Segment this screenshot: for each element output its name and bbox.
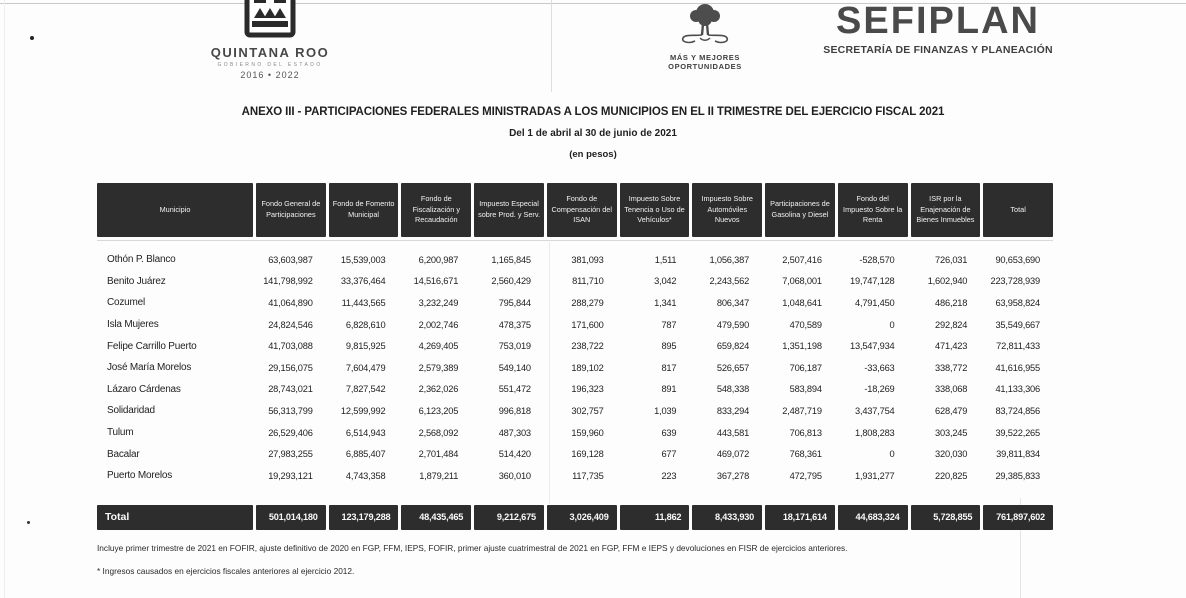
value-cell: 320,030 — [935, 449, 968, 460]
value-cell: 220,825 — [935, 470, 968, 481]
value-cell: 2,507,416 — [782, 254, 822, 265]
value-cell: 72,811,433 — [996, 341, 1040, 352]
value-cell: 196,323 — [571, 384, 604, 395]
total-value-cell: 501,014,180 — [256, 505, 326, 530]
value-cell: 677 — [661, 449, 677, 460]
value-cell: 526,657 — [716, 362, 750, 373]
column-header: Total — [983, 183, 1053, 237]
scan-speck-bottom — [27, 521, 30, 524]
value-cell: 302,757 — [571, 405, 604, 416]
total-value-cell: 18,171,614 — [765, 505, 835, 530]
table-body — [97, 249, 1053, 487]
value-cell: 6,514,943 — [345, 427, 386, 438]
footnote-adjustments: Incluye primer trimestre de 2021 en FOFIR, ajuste definitivo de 2020 en FGP, FFM, IEPS, FOFIR, primer ajuste cuatrimestral de 2021 en FGP, FFM e IEPS y devoluciones en FISR de ejercicios anteriores. — [97, 543, 848, 553]
sefiplan-wordmark — [768, 2, 1108, 56]
value-cell: 19,747,128 — [850, 276, 895, 287]
value-cell: 338,772 — [935, 362, 968, 373]
participations-table — [97, 183, 1053, 530]
value-cell: 159,960 — [571, 427, 604, 438]
total-value-cell: 5,728,855 — [911, 505, 981, 530]
column-header: Fondo del Impuesto Sobre la Renta — [838, 183, 908, 237]
value-cell: 470,589 — [789, 319, 822, 330]
municipality-cell: Bacalar — [107, 448, 140, 460]
municipality-cell: Isla Mujeres — [107, 319, 159, 331]
value-cell: 787 — [661, 319, 677, 330]
table-row — [97, 249, 1053, 271]
value-cell: 4,791,450 — [854, 297, 895, 308]
value-cell: 367,278 — [716, 470, 750, 481]
value-cell: 478,375 — [498, 319, 531, 330]
value-cell: 471,423 — [935, 341, 968, 352]
value-cell: 189,102 — [571, 362, 604, 373]
value-cell: 0 — [889, 449, 895, 460]
footnote-asterisk: * Ingresos causados en ejercicios fiscales anteriores al ejercicio 2012. — [97, 566, 355, 576]
value-cell: 2,487,719 — [782, 405, 822, 416]
scan-left-edge-line — [4, 0, 5, 598]
value-cell: 6,123,205 — [418, 405, 459, 416]
value-cell: 14,516,671 — [413, 276, 459, 287]
table-row — [97, 314, 1053, 336]
value-cell: 549,140 — [498, 362, 531, 373]
value-cell: 1,879,211 — [419, 470, 459, 481]
value-cell: 41,133,306 — [995, 384, 1040, 395]
municipality-cell: Othón P. Blanco — [107, 254, 176, 266]
value-cell: 39,811,834 — [996, 449, 1040, 460]
scan-speck-top — [30, 36, 34, 40]
value-cell: 1,341 — [654, 297, 677, 308]
value-cell: 63,603,987 — [268, 254, 313, 265]
value-cell: 1,931,277 — [854, 470, 895, 481]
value-cell: 292,824 — [935, 319, 968, 330]
value-cell: 27,983,255 — [268, 449, 313, 460]
value-cell: 9,815,925 — [345, 341, 386, 352]
table-row — [97, 335, 1053, 357]
value-cell: 795,844 — [498, 297, 531, 308]
value-cell: 472,795 — [789, 470, 822, 481]
value-cell: 551,472 — [498, 384, 531, 395]
value-cell: 41,064,890 — [268, 297, 313, 308]
header-divider-line — [97, 240, 1053, 241]
value-cell: 360,010 — [498, 470, 531, 481]
column-header: Fondo de Compensación del ISAN — [547, 183, 617, 237]
value-cell: 768,361 — [789, 449, 822, 460]
value-cell: 338,068 — [935, 384, 968, 395]
value-cell: 6,200,987 — [418, 254, 459, 265]
value-cell: 1,056,387 — [709, 254, 750, 265]
value-cell: 0 — [889, 319, 895, 330]
table-header-row — [97, 183, 1053, 237]
tree-icon — [676, 2, 734, 48]
value-cell: 726,031 — [935, 254, 968, 265]
table-row — [97, 357, 1053, 379]
column-header: Fondo de Fomento Municipal — [329, 183, 399, 237]
total-value-cell: 761,897,602 — [983, 505, 1053, 530]
table-row — [97, 379, 1053, 401]
value-cell: 443,581 — [716, 427, 750, 438]
value-cell: 35,549,667 — [995, 319, 1040, 330]
table-row — [97, 400, 1053, 422]
value-cell: 2,362,026 — [418, 384, 459, 395]
value-cell: 583,894 — [789, 384, 822, 395]
value-cell: 486,218 — [935, 297, 968, 308]
value-cell: 2,579,389 — [418, 362, 459, 373]
value-cell: 1,039 — [654, 405, 677, 416]
value-cell: 1,511 — [654, 254, 677, 265]
value-cell: 479,590 — [716, 319, 750, 330]
program-logo-line2: OPORTUNIDADES — [668, 62, 742, 72]
total-value-cell: 11,862 — [620, 505, 690, 530]
value-cell: 303,245 — [935, 427, 968, 438]
value-cell: 141,798,992 — [263, 276, 313, 287]
table-row — [97, 271, 1053, 293]
value-cell: 833,294 — [716, 405, 750, 416]
value-cell: 12,599,992 — [340, 405, 386, 416]
table-row — [97, 465, 1053, 487]
value-cell: 7,827,542 — [345, 384, 386, 395]
value-cell: 659,824 — [716, 341, 750, 352]
value-cell: 117,735 — [572, 470, 604, 481]
document-title: ANEXO III - PARTICIPACIONES FEDERALES MINISTRADAS A LOS MUNICIPIOS EN EL II TRIMESTRE DEL EJERCICIO FISCAL 2021 — [241, 106, 945, 118]
value-cell: 2,002,746 — [418, 319, 459, 330]
municipality-cell: Puerto Morelos — [107, 470, 173, 482]
state-logo-subtitle: GOBIERNO DEL ESTADO — [217, 62, 323, 68]
value-cell: 7,604,479 — [345, 362, 386, 373]
value-cell: 90,653,690 — [995, 254, 1040, 265]
value-cell: 469,072 — [716, 449, 750, 460]
value-cell: 4,269,405 — [418, 341, 459, 352]
value-cell: 753,019 — [498, 341, 531, 352]
value-cell: 1,351,198 — [782, 341, 822, 352]
value-cell: 171,600 — [571, 319, 604, 330]
agency-name: SEFIPLAN — [836, 0, 1040, 42]
oportunidades-logo — [645, 2, 765, 72]
value-cell: 706,187 — [789, 362, 822, 373]
value-cell: 1,602,940 — [927, 276, 968, 287]
value-cell: 817 — [661, 362, 677, 373]
state-crest-icon — [238, 0, 302, 44]
value-cell: 548,338 — [716, 384, 750, 395]
value-cell: 83,724,856 — [995, 405, 1040, 416]
value-cell: 26,529,406 — [268, 427, 313, 438]
value-cell: 1,165,845 — [491, 254, 531, 265]
value-cell: -528,570 — [859, 254, 895, 265]
value-cell: 996,818 — [498, 405, 531, 416]
value-cell: 56,313,799 — [268, 405, 313, 416]
value-cell: 381,093 — [571, 254, 604, 265]
value-cell: -18,269 — [864, 384, 895, 395]
value-cell: 3,042 — [654, 276, 677, 287]
column-header: Municipio — [97, 183, 253, 237]
column-header: Impuesto Sobre Automóviles Nuevos — [692, 183, 762, 237]
value-cell: 63,958,824 — [995, 297, 1040, 308]
total-value-cell: 44,683,324 — [838, 505, 908, 530]
agency-subtitle: SECRETARÍA DE FINANZAS Y PLANEACIÓN — [823, 43, 1053, 56]
document-unit: (en pesos) — [569, 149, 617, 160]
document-period: Del 1 de abril al 30 de junio de 2021 — [509, 128, 677, 139]
value-cell: 41,703,088 — [268, 341, 313, 352]
value-cell: 891 — [661, 384, 677, 395]
scan-fold-line-top — [551, 0, 552, 92]
value-cell: -33,663 — [864, 362, 895, 373]
table-row — [97, 443, 1053, 465]
value-cell: 3,232,249 — [418, 297, 459, 308]
total-value-cell: 9,212,675 — [474, 505, 544, 530]
value-cell: 806,347 — [716, 297, 750, 308]
value-cell: 39,522,265 — [995, 427, 1040, 438]
total-label-cell: Total — [97, 505, 253, 530]
value-cell: 514,420 — [498, 449, 531, 460]
municipality-cell: Cozumel — [107, 297, 146, 309]
program-logo-line1: MÁS Y MEJORES — [669, 53, 741, 62]
value-cell: 41,616,955 — [995, 362, 1040, 373]
value-cell: 6,828,610 — [345, 319, 386, 330]
table-row — [97, 292, 1053, 314]
value-cell: 6,885,407 — [345, 449, 386, 460]
value-cell: 706,813 — [789, 427, 822, 438]
value-cell: 3,437,754 — [854, 405, 895, 416]
value-cell: 29,385,833 — [995, 470, 1040, 481]
column-header: Impuesto Sobre Tenencia o Uso de Vehículos* — [620, 183, 690, 237]
value-cell: 1,048,641 — [782, 297, 822, 308]
municipality-cell: Solidaridad — [107, 405, 155, 417]
value-cell: 29,156,075 — [268, 362, 313, 373]
value-cell: 169,128 — [571, 449, 604, 460]
value-cell: 223 — [661, 470, 677, 481]
value-cell: 4,743,358 — [345, 470, 386, 481]
value-cell: 238,722 — [571, 341, 604, 352]
value-cell: 19,293,121 — [268, 470, 313, 481]
value-cell: 33,376,464 — [340, 276, 386, 287]
value-cell: 2,701,484 — [418, 449, 459, 460]
municipality-cell: Tulum — [107, 427, 134, 439]
value-cell: 1,808,283 — [854, 427, 895, 438]
state-logo-years: 2016 • 2022 — [240, 70, 300, 80]
quintana-roo-logo — [200, 0, 340, 80]
value-cell: 15,539,003 — [340, 254, 386, 265]
total-value-cell: 8,433,930 — [692, 505, 762, 530]
value-cell: 2,568,092 — [418, 427, 459, 438]
total-value-cell: 3,026,409 — [547, 505, 617, 530]
value-cell: 2,560,429 — [491, 276, 531, 287]
municipality-cell: Felipe Carrillo Puerto — [107, 340, 197, 352]
column-header: Impuesto Especial sobre Prod. y Serv. — [474, 183, 544, 237]
total-value-cell: 123,179,288 — [329, 505, 399, 530]
value-cell: 13,547,934 — [850, 341, 895, 352]
column-header: Participaciones de Gasolina y Diesel — [765, 183, 835, 237]
column-header: Fondo de Fiscalización y Recaudación — [401, 183, 471, 237]
municipality-cell: Benito Juárez — [107, 275, 166, 287]
column-header: ISR por la Enajenación de Bienes Inmuebles — [911, 183, 981, 237]
value-cell: 24,824,546 — [268, 319, 313, 330]
municipality-cell: Lázaro Cárdenas — [107, 383, 181, 395]
value-cell: 28,743,021 — [268, 384, 313, 395]
value-cell: 2,243,562 — [709, 276, 750, 287]
value-cell: 628,479 — [935, 405, 968, 416]
value-cell: 639 — [661, 427, 677, 438]
value-cell: 895 — [661, 341, 677, 352]
value-cell: 288,279 — [571, 297, 604, 308]
value-cell: 811,710 — [572, 276, 604, 287]
total-value-cell: 48,435,465 — [401, 505, 471, 530]
value-cell: 7,068,001 — [782, 276, 822, 287]
state-logo-title: QUINTANA ROO — [210, 45, 330, 60]
table-total-row — [97, 505, 1053, 530]
column-header: Fondo General de Participaciones — [256, 183, 326, 237]
table-row — [97, 422, 1053, 444]
value-cell: 223,728,939 — [990, 276, 1040, 287]
value-cell: 11,443,565 — [341, 297, 386, 308]
value-cell: 487,303 — [498, 427, 531, 438]
municipality-cell: José María Morelos — [107, 362, 192, 374]
